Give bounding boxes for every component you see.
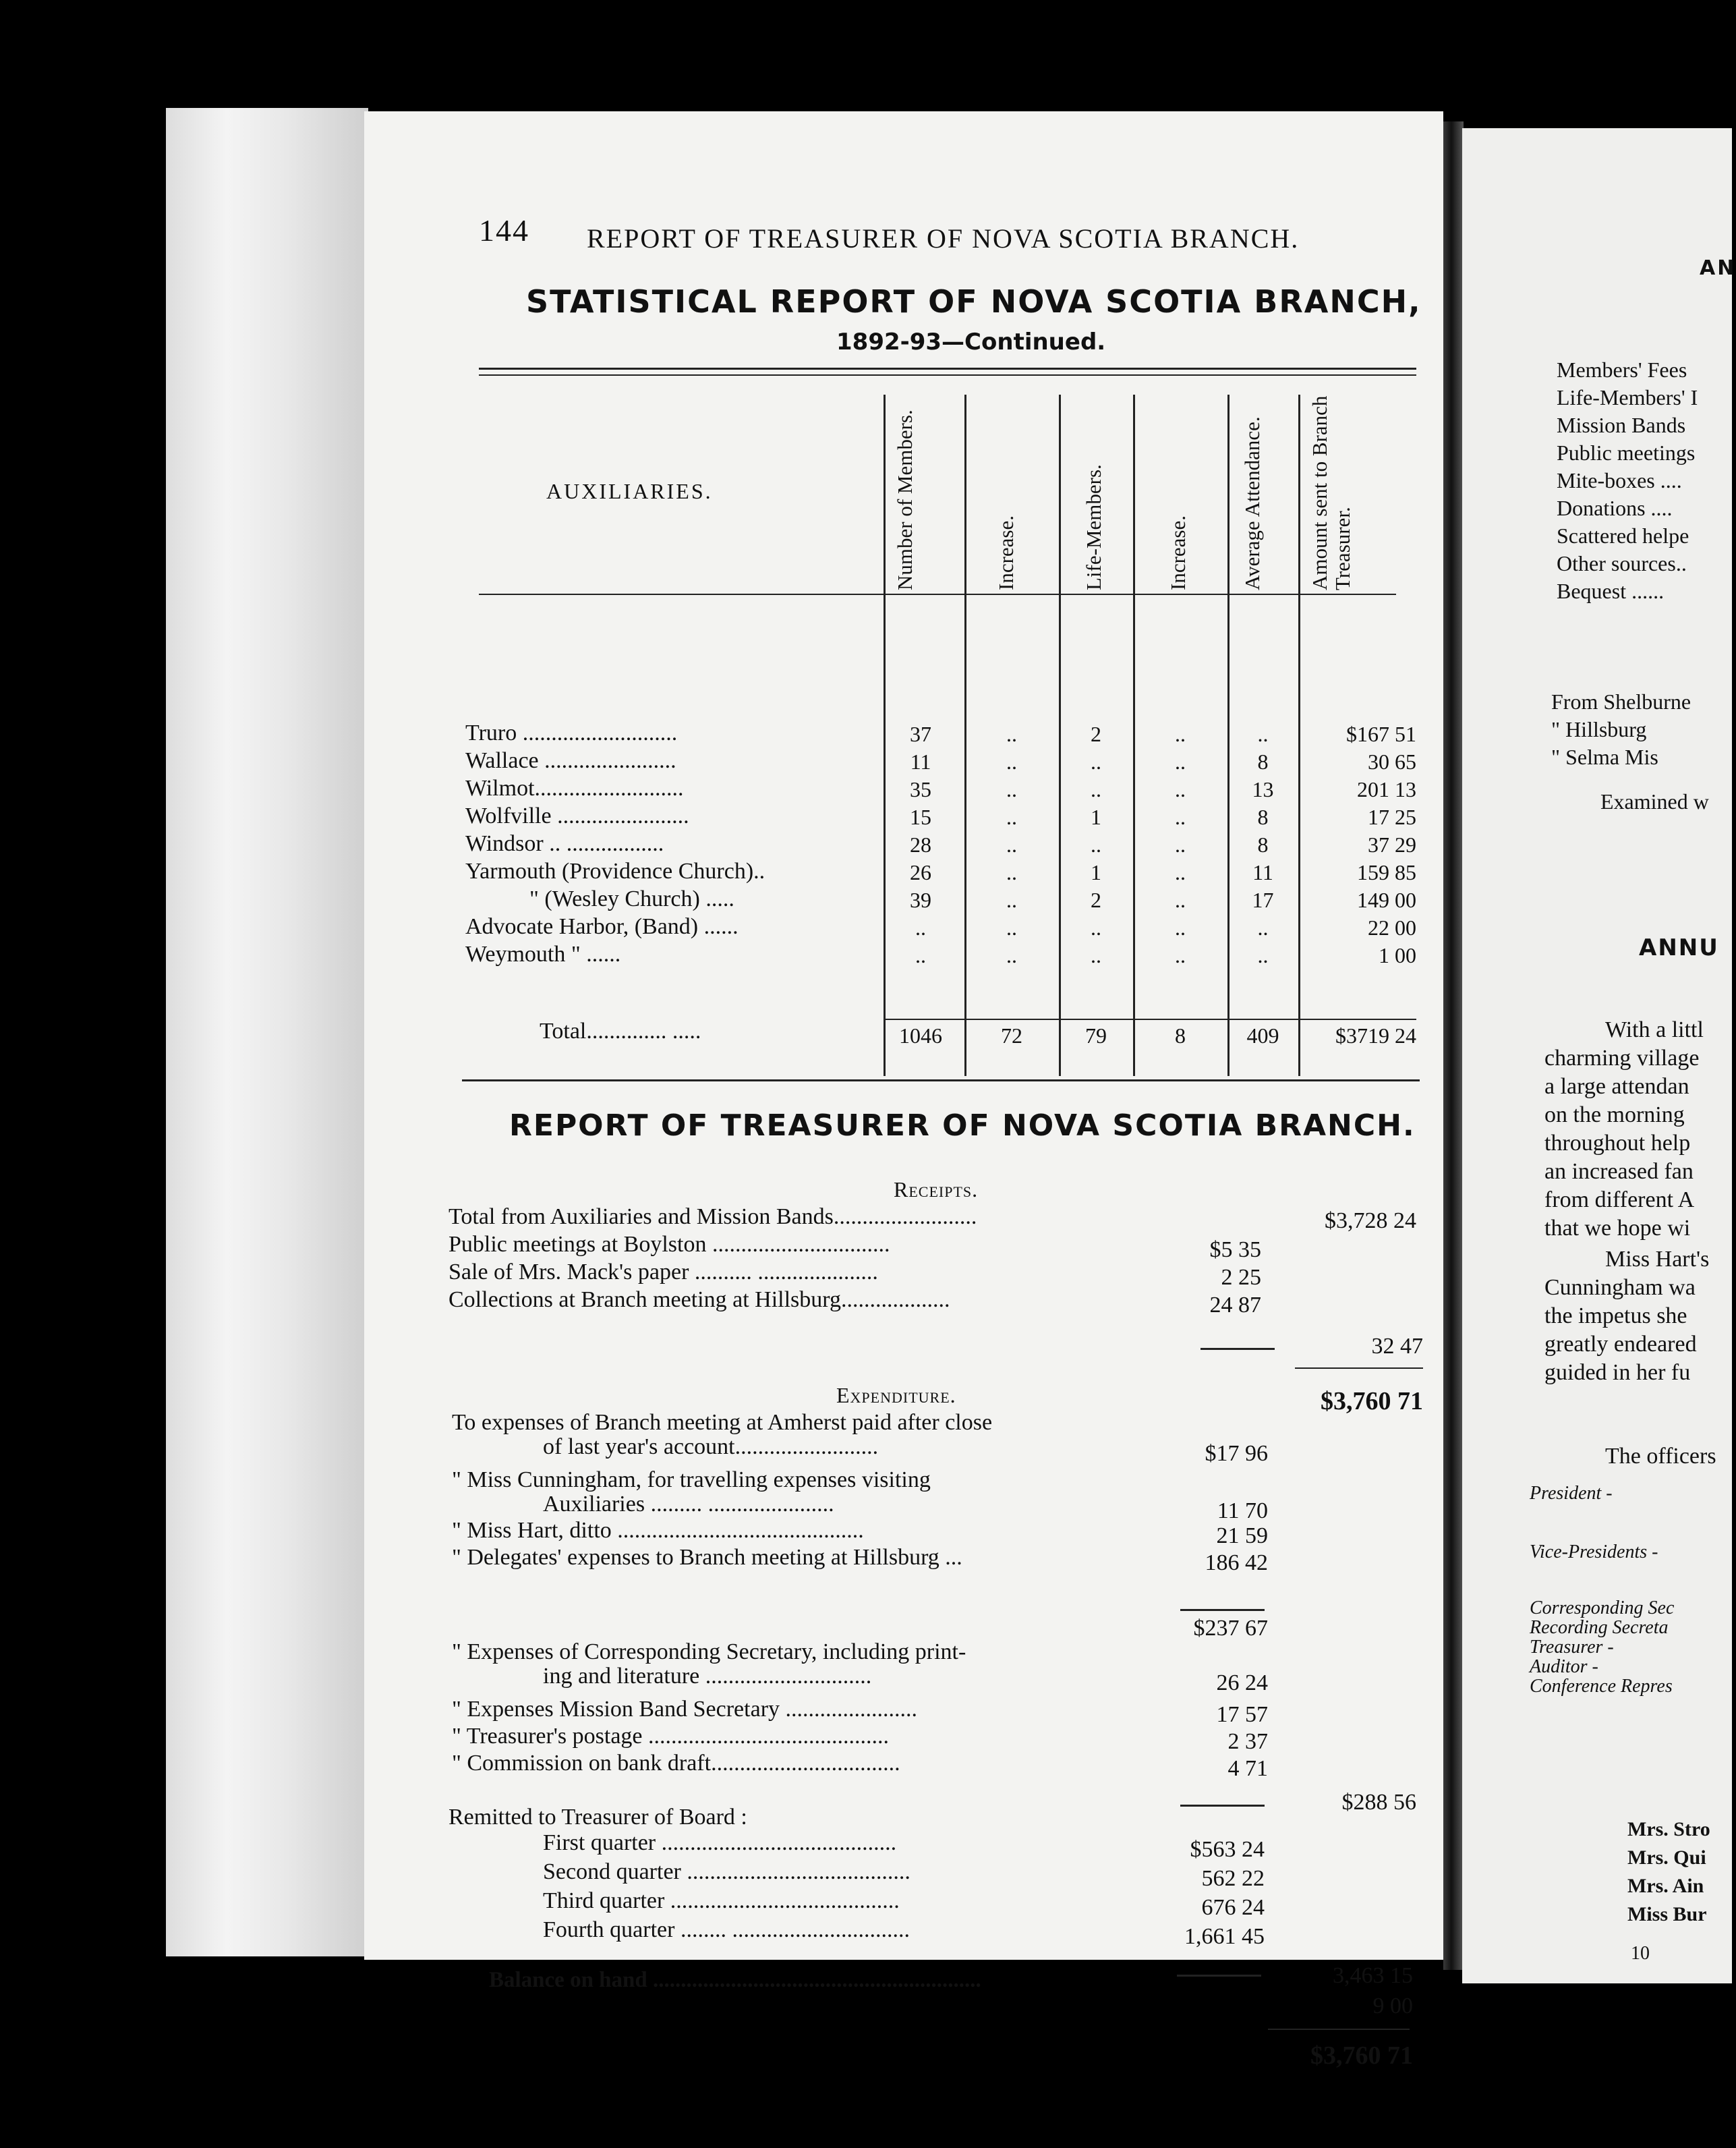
expenditure-heading: Expenditure.: [836, 1383, 956, 1407]
table-top-rule-2: [479, 374, 1416, 376]
right-list-item: Public meetings: [1557, 441, 1696, 465]
row-attendance: 13: [1252, 777, 1274, 801]
total-increase-2: 8: [1175, 1023, 1186, 1048]
right-list-item: Scattered helpe: [1557, 524, 1689, 548]
row-life: 2: [1091, 722, 1101, 746]
row-amount: 149 00: [1357, 888, 1416, 912]
statistical-subtitle: 1892-93—Continued.: [836, 329, 1106, 356]
expense-label-cont: Auxiliaries ......... ......................: [543, 1492, 834, 1517]
receipts-subtotal: 32 47: [1371, 1334, 1423, 1359]
right-list-item: Members' Fees: [1557, 358, 1687, 382]
row-attendance: ..: [1257, 722, 1269, 746]
row-attendance: ..: [1257, 915, 1269, 940]
grand-total: $3,760 71: [1310, 2041, 1413, 2070]
right-paragraph-line: the impetus she: [1544, 1303, 1687, 1328]
row-increase-2: ..: [1175, 750, 1186, 774]
page-number: 144: [479, 213, 529, 248]
receipt-label: Total from Auxiliaries and Mission Bands.........................: [449, 1204, 977, 1229]
right-paragraph-line: With a littl: [1605, 1017, 1704, 1042]
expense-amount: 26 24: [1216, 1670, 1268, 1695]
row-attendance: 8: [1257, 750, 1269, 774]
expense-label: " Commission on bank draft.................................: [452, 1751, 900, 1776]
quarter-amount: 676 24: [1201, 1895, 1265, 1920]
receipt-label: Sale of Mrs. Mack's paper .......... .....................: [449, 1260, 878, 1284]
right-examined: Examined w: [1600, 789, 1709, 814]
row-increase-2: ..: [1175, 915, 1186, 940]
right-name: Mrs. Ain: [1627, 1875, 1704, 1897]
total-members: 1046: [899, 1023, 942, 1048]
row-amount: 17 25: [1368, 805, 1416, 829]
row-members: 35: [910, 777, 931, 801]
row-members: 15: [910, 805, 931, 829]
row-members: 39: [910, 888, 931, 912]
row-name: Weymouth " ......: [465, 942, 621, 967]
row-amount: 159 85: [1357, 860, 1416, 884]
right-list-item: From Shelburne: [1551, 689, 1691, 714]
right-list-item: Life-Members' I: [1557, 385, 1698, 409]
row-increase: ..: [1006, 777, 1017, 801]
right-running-head: AN: [1700, 256, 1736, 280]
right-list-item: Donations ....: [1557, 496, 1673, 520]
right-paragraph-line: from different A: [1544, 1187, 1695, 1212]
col-header-increase-2: Increase.: [1166, 515, 1190, 590]
row-life: ..: [1091, 915, 1101, 940]
right-annual-heading: ANNU: [1639, 934, 1719, 961]
receipt-outer-amount: $3,728 24: [1325, 1208, 1416, 1233]
row-increase: ..: [1006, 805, 1017, 829]
right-office-label: President -: [1530, 1483, 1613, 1504]
row-increase-2: ..: [1175, 888, 1186, 912]
row-name: Wallace .......................: [465, 748, 676, 773]
row-members: ..: [915, 915, 926, 940]
expenditure-total: $288 56: [1341, 1790, 1416, 1815]
right-list-item: Mission Bands: [1557, 413, 1686, 437]
row-life: ..: [1091, 777, 1101, 801]
total-life: 79: [1085, 1023, 1107, 1048]
right-office-label: Corresponding Sec: [1530, 1598, 1675, 1618]
right-paragraph-line: greatly endeared: [1544, 1332, 1697, 1357]
quarter-label: Fourth quarter ........ ...............................: [543, 1917, 910, 1942]
row-amount: 201 13: [1357, 777, 1416, 801]
total-amount: $3719 24: [1335, 1023, 1416, 1048]
right-list-item: Other sources..: [1557, 551, 1687, 575]
right-folio: 10: [1631, 1943, 1650, 1964]
remitted-heading: Remitted to Treasurer of Board :: [449, 1805, 747, 1830]
row-attendance: 17: [1252, 888, 1274, 912]
expense-label: " Treasurer's postage ..........................................: [452, 1724, 890, 1749]
expense-label: To expenses of Branch meeting at Amherst paid after close: [452, 1410, 993, 1435]
row-increase: ..: [1006, 915, 1017, 940]
col-header-amount: Amount sent to Branch Treasurer.: [1308, 395, 1354, 590]
expense-label: " Miss Cunningham, for travelling expenses visiting: [452, 1467, 931, 1492]
row-name: Truro ...........................: [465, 720, 678, 745]
col-header-attendance: Average Attendance.: [1240, 416, 1264, 590]
auxiliaries-header: AUXILIARIES.: [546, 479, 713, 503]
right-paragraph-line: an increased fan: [1544, 1159, 1694, 1184]
row-amount: 22 00: [1368, 915, 1416, 940]
right-office-label: Treasurer -: [1530, 1637, 1614, 1658]
expense-label: " Expenses of Corresponding Secretary, including print-: [452, 1639, 966, 1664]
receipts-rule: [1200, 1348, 1275, 1350]
right-list-item: Mite-boxes ....: [1557, 468, 1682, 492]
left-page: [364, 111, 1443, 2070]
right-office-label: Vice-Presidents -: [1530, 1542, 1658, 1562]
row-life: 1: [1091, 805, 1101, 829]
row-members: 11: [910, 750, 931, 774]
header-rule: [479, 594, 1396, 595]
right-page-fragment: [1462, 128, 1736, 1983]
total-rule: [884, 1019, 1416, 1020]
row-name: Advocate Harbor, (Band) ......: [465, 914, 739, 939]
remitted-total: 3,463 15: [1333, 1963, 1413, 1988]
expense-amount: 2 37: [1227, 1729, 1268, 1754]
quarter-amount: 562 22: [1201, 1866, 1265, 1891]
row-members: 26: [910, 860, 931, 884]
right-name: Miss Bur: [1627, 1903, 1707, 1925]
exp2-rule: [1180, 1805, 1265, 1807]
expense-amount: 4 71: [1227, 1756, 1268, 1781]
row-attendance: 8: [1257, 832, 1269, 857]
receipt-inner-amount: 24 87: [1209, 1293, 1261, 1318]
row-increase-2: ..: [1175, 832, 1186, 857]
page-edge: [166, 108, 368, 1956]
row-attendance: 11: [1252, 860, 1273, 884]
col-header-increase: Increase.: [994, 515, 1018, 590]
quarter-amount: 1,661 45: [1184, 1924, 1265, 1949]
right-name: Mrs. Qui: [1627, 1846, 1706, 1869]
total-increase: 72: [1001, 1023, 1022, 1048]
row-members: ..: [915, 943, 926, 967]
exp1-subtotal: $237 67: [1193, 1616, 1268, 1641]
right-paragraph-line: a large attendan: [1544, 1074, 1689, 1099]
row-increase: ..: [1006, 750, 1017, 774]
row-amount: $167 51: [1346, 722, 1416, 746]
row-life: ..: [1091, 943, 1101, 967]
expense-label: " Miss Hart, ditto ...........................................: [452, 1518, 864, 1543]
grand-total-rule: [1268, 2029, 1410, 2030]
balance-amount: 9 00: [1372, 1994, 1413, 2018]
receipt-label: Public meetings at Boylston ...............................: [449, 1232, 890, 1257]
quarter-label: Second quarter .......................................: [543, 1859, 910, 1884]
row-members: 37: [910, 722, 931, 746]
row-attendance: 8: [1257, 805, 1269, 829]
receipt-inner-amount: $5 35: [1209, 1237, 1261, 1262]
row-life: ..: [1091, 750, 1101, 774]
quarter-label: Third quarter ........................................: [543, 1888, 900, 1913]
right-office-label: Conference Repres: [1530, 1676, 1673, 1697]
right-list-item: " Selma Mis: [1551, 745, 1658, 769]
row-increase: ..: [1006, 860, 1017, 884]
right-paragraph-line: guided in her fu: [1544, 1360, 1691, 1385]
row-increase-2: ..: [1175, 722, 1186, 746]
total-attendance: 409: [1246, 1023, 1279, 1048]
quarter-label: First quarter .........................................: [543, 1830, 897, 1855]
receipt-inner-amount: 2 25: [1221, 1265, 1261, 1290]
row-members: 28: [910, 832, 931, 857]
table-bottom-rule: [462, 1079, 1420, 1081]
table-top-rule: [479, 368, 1416, 370]
row-increase-2: ..: [1175, 860, 1186, 884]
expense-amount: $17 96: [1205, 1441, 1268, 1466]
row-life: ..: [1091, 832, 1101, 857]
row-increase: ..: [1006, 722, 1017, 746]
right-paragraph-line: The officers: [1605, 1444, 1716, 1469]
right-paragraph-line: on the morning: [1544, 1102, 1685, 1127]
treasurer-title: REPORT OF TREASURER OF NOVA SCOTIA BRANCH.: [509, 1108, 1416, 1143]
expense-label: " Expenses Mission Band Secretary .......................: [452, 1697, 918, 1722]
expense-label-cont: ing and literature .............................: [543, 1664, 872, 1689]
right-name: Mrs. Stro: [1627, 1818, 1710, 1840]
receipts-total: $3,760 71: [1321, 1387, 1423, 1415]
row-life: 2: [1091, 888, 1101, 912]
book-gutter: [1443, 121, 1464, 1970]
expense-amount: 11 70: [1217, 1498, 1268, 1523]
row-name: " (Wesley Church) .....: [529, 886, 734, 911]
right-paragraph-line: Miss Hart's: [1605, 1247, 1710, 1272]
row-name: Wolfville .......................: [465, 803, 689, 828]
row-attendance: ..: [1257, 943, 1269, 967]
receipt-label: Collections at Branch meeting at Hillsburg...................: [449, 1287, 950, 1312]
running-head: REPORT OF TREASURER OF NOVA SCOTIA BRANCH.: [587, 223, 1300, 254]
exp1-rule: [1180, 1609, 1265, 1611]
right-office-label: Auditor -: [1530, 1656, 1598, 1677]
row-name: Windsor .. .................: [465, 831, 664, 856]
row-name: Wilmot..........................: [465, 776, 684, 801]
expense-amount: 17 57: [1216, 1702, 1268, 1727]
row-increase-2: ..: [1175, 777, 1186, 801]
expense-label-cont: of last year's account.........................: [543, 1434, 879, 1459]
receipts-heading: Receipts.: [894, 1177, 979, 1202]
expense-label: " Delegates' expenses to Branch meeting at Hillsburg ...: [452, 1545, 962, 1570]
col-header-members: Number of Members.: [893, 409, 917, 590]
row-name: Yarmouth (Providence Church)..: [465, 859, 765, 884]
row-increase: ..: [1006, 943, 1017, 967]
right-paragraph-line: charming village: [1544, 1046, 1700, 1071]
right-list-item: " Hillsburg: [1551, 717, 1647, 741]
col-header-life-members: Life-Members.: [1082, 464, 1105, 590]
quarters-rule: [1177, 1975, 1261, 1977]
statistical-title: STATISTICAL REPORT OF NOVA SCOTIA BRANCH,: [526, 283, 1422, 320]
row-life: 1: [1091, 860, 1101, 884]
total-label: Total.............. .....: [540, 1019, 701, 1044]
row-increase: ..: [1006, 888, 1017, 912]
right-paragraph-line: Cunningham wa: [1544, 1275, 1696, 1300]
row-increase-2: ..: [1175, 943, 1186, 967]
quarter-amount: $563 24: [1190, 1837, 1265, 1862]
row-amount: 37 29: [1368, 832, 1416, 857]
right-paragraph-line: that we hope wi: [1544, 1216, 1691, 1241]
expense-amount: 186 42: [1205, 1550, 1268, 1575]
row-amount: 30 65: [1368, 750, 1416, 774]
row-increase-2: ..: [1175, 805, 1186, 829]
right-office-label: Recording Secreta: [1530, 1617, 1669, 1638]
row-amount: 1 00: [1379, 943, 1416, 967]
balance-label: Balance on hand ...........................................................: [489, 1968, 981, 1992]
receipts-total-rule: [1295, 1367, 1423, 1369]
expense-amount: 21 59: [1216, 1523, 1268, 1548]
right-list-item: Bequest ......: [1557, 579, 1665, 603]
right-paragraph-line: throughout help: [1544, 1131, 1691, 1156]
row-increase: ..: [1006, 832, 1017, 857]
